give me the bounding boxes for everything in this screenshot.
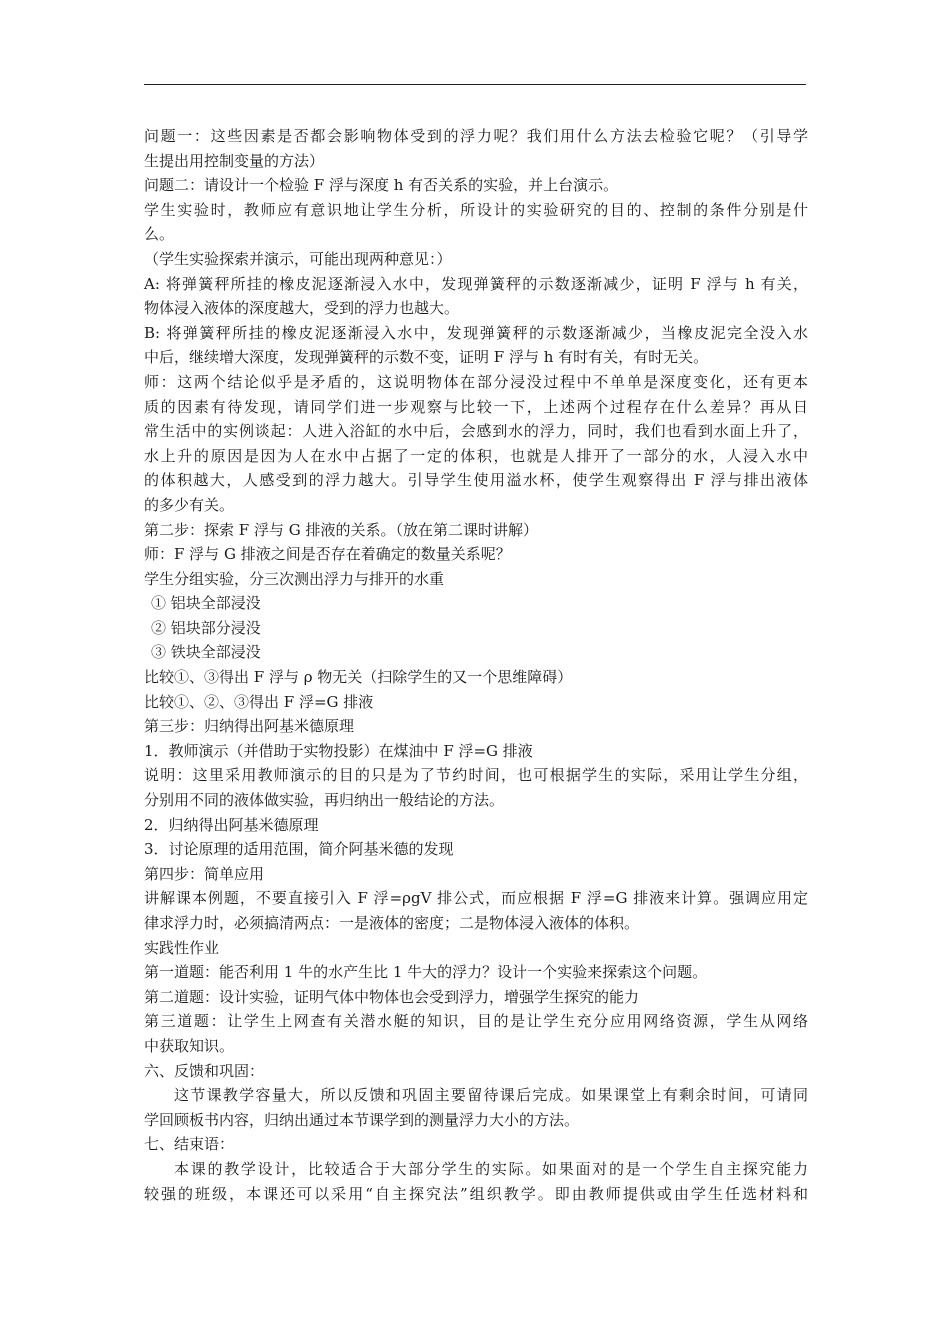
document-body bbox=[144, 124, 808, 1206]
text-line: A: 将弹簧秤所挂的橡皮泥逐渐浸入水中，发现弹簧秤的示数逐渐减少，证明 F 浮与 h 有关， bbox=[144, 274, 808, 293]
text-line: 较强的班级，本课还可以采用“自主探究法”组织教学。即由教师提供或由学生任选材料和 bbox=[144, 1184, 808, 1203]
text-line: 比较①、②、③得出 F 浮=G 排液 bbox=[144, 692, 374, 711]
text-line: 质的因素有待发现，请同学们进一步观察与比较一下，上述两个过程存在什么差异？再从日 bbox=[144, 397, 808, 416]
text-line: ② 铝块部分浸没 bbox=[151, 618, 261, 637]
text-line: 生提出用控制变量的方法） bbox=[144, 151, 325, 170]
text-line: （学生实验探索并演示，可能出现两种意见：） bbox=[144, 249, 452, 268]
text-line: 第三道题：让学生上网查有关潜水艇的知识，目的是让学生充分应用网络资源，学生从网络 bbox=[144, 1012, 808, 1031]
text-line: 问题一：这些因素是否都会影响物体受到的浮力呢？我们用什么方法去检验它呢？（引导学 bbox=[144, 127, 808, 145]
header-rule bbox=[144, 84, 806, 85]
text-line: 实践性作业 bbox=[144, 938, 220, 957]
text-line: 比较①、③得出 F 浮与 ρ 物无关（扫除学生的又一个思维障碍） bbox=[144, 668, 573, 687]
text-line: 七、结束语： bbox=[144, 1135, 235, 1154]
text-line: 1．教师演示（并借助于实物投影）在煤油中 F 浮=G 排液 bbox=[144, 741, 533, 760]
text-line: 中后，继续增大深度，发现弹簧秤的示数不变，证明 F 浮与 h 有时有关，有时无关。 bbox=[144, 348, 709, 367]
text-line: 学生分组实验，分三次测出浮力与排开的水重 bbox=[144, 569, 445, 588]
text-line: 这节课教学容量大，所以反馈和巩固主要留待课后完成。如果课堂上有剩余时间，可请同 bbox=[174, 1086, 808, 1105]
text-line: 水上升的原因是因为人在水中占据了一定的体积，也就是人排开了一部分的水，人浸入水中 bbox=[144, 446, 808, 465]
text-line: 学回顾板书内容，归纳出通过本节课学到的测量浮力大小的方法。 bbox=[144, 1110, 580, 1129]
text-line: 师：F 浮与 G 排液之间是否存在着确定的数量关系呢？ bbox=[144, 545, 511, 564]
text-line: 师：这两个结论似乎是矛盾的，这说明物体在部分浸没过程中不单单是深度变化，还有更本 bbox=[144, 372, 808, 391]
text-line: ③ 铁块全部浸没 bbox=[151, 643, 261, 662]
text-line: 学生实验时，教师应有意识地让学生分析，所设计的实验研究的目的、控制的条件分别是什 bbox=[144, 200, 808, 219]
text-line: 六、反馈和巩固： bbox=[144, 1061, 265, 1080]
text-line: 第三步：归纳得出阿基米德原理 bbox=[144, 717, 355, 736]
text-line: 么。 bbox=[144, 225, 175, 244]
text-line: 问题二：请设计一个检验 F 浮与深度 h 有否关系的实验，并上台演示。 bbox=[144, 176, 619, 195]
text-line: 3．讨论原理的适用范围，简介阿基米德的发现 bbox=[144, 840, 454, 859]
text-line: 第二道题：设计实验，证明气体中物体也会受到浮力，增强学生探究的能力 bbox=[144, 987, 640, 1006]
text-line: ① 铝块全部浸没 bbox=[151, 594, 261, 613]
text-line: 的多少有关。 bbox=[144, 495, 235, 514]
text-line: 说明：这里采用教师演示的目的只是为了节约时间，也可根据学生的实际，采用让学生分组， bbox=[144, 766, 808, 785]
text-line: 第四步：简单应用 bbox=[144, 864, 265, 883]
text-line: 常生活中的实例谈起：人进入浴缸的水中后，会感到水的浮力，同时，我们也看到水面上升了， bbox=[144, 422, 808, 441]
text-line: 第二步：探索 F 浮与 G 排液的关系。（放在第二课时讲解） bbox=[144, 520, 538, 539]
text-line: 第一道题：能否利用 1 牛的水产生比 1 牛大的浮力？设计一个实验来探索这个问题。 bbox=[144, 963, 708, 982]
text-line: 2．归纳得出阿基米德原理 bbox=[144, 815, 319, 834]
text-line: 讲解课本例题，不要直接引入 F 浮=ρgV 排公式，而应根据 F 浮=G 排液来计算。强调应用定 bbox=[144, 889, 808, 908]
text-line: 物体浸入液体的深度越大，受到的浮力也越大。 bbox=[144, 299, 460, 318]
text-line: 的体积越大，人感受到的浮力越大。引导学生使用溢水杯，使学生观察得出 F 浮与排出液体 bbox=[144, 471, 808, 490]
text-line: 本课的教学设计，比较适合于大部分学生的实际。如果面对的是一个学生自主探究能力 bbox=[174, 1159, 808, 1178]
text-line: B: 将弹簧秤所挂的橡皮泥逐渐浸入水中，发现弹簧秤的示数逐渐减少，当橡皮泥完全没入水 bbox=[144, 323, 808, 342]
text-line: 律求浮力时，必须搞清两点：一是液体的密度；二是物体浸入液体的体积。 bbox=[144, 914, 640, 932]
text-line: 分别用不同的液体做实验，再归纳出一般结论的方法。 bbox=[144, 791, 505, 810]
text-line: 中获取知识。 bbox=[144, 1036, 235, 1055]
